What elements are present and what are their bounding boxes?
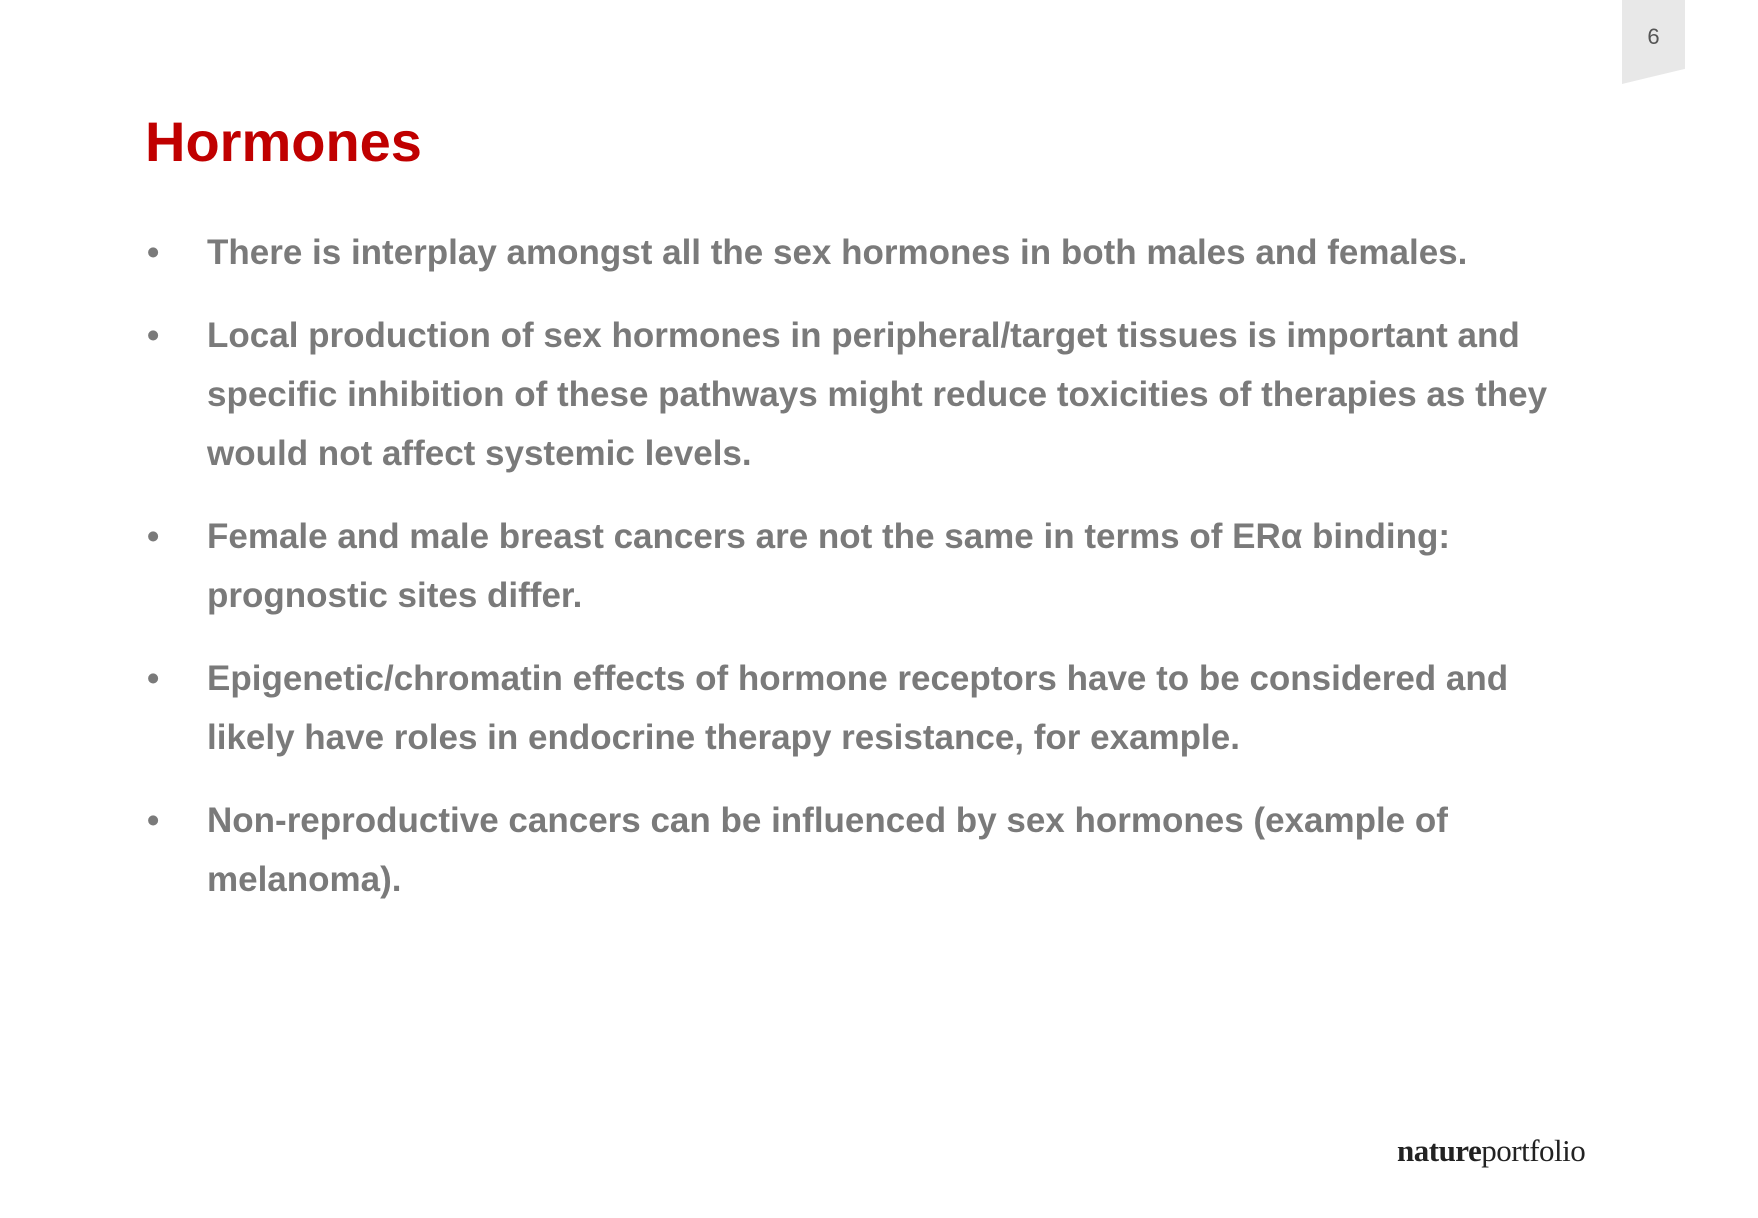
page-number: 6 xyxy=(1647,24,1660,49)
slide-title: Hormones xyxy=(145,110,422,173)
bullet-marker: • xyxy=(147,316,160,355)
bullet-item xyxy=(145,649,1585,767)
bullet-text: Non-reproductive cancers can be influenced by sex hormones (example of melanoma). xyxy=(207,801,1448,899)
bullet-marker: • xyxy=(147,233,160,272)
bullet-text: Epigenetic/chromatin effects of hormone receptors have to be considered and likely have roles in endocrine therapy resistance, for example. xyxy=(207,659,1509,757)
bullet-marker: • xyxy=(147,801,160,840)
bullet-marker: • xyxy=(147,517,160,556)
bullet-item xyxy=(145,306,1585,483)
bullet-item xyxy=(145,223,1585,282)
logo-word-portfolio: portfolio xyxy=(1481,1133,1586,1168)
bullet-text: Local production of sex hormones in peripheral/target tissues is important and specific inhibition of these pathways might reduce toxicities of therapies as they would not affect systemic levels. xyxy=(207,316,1548,473)
bullet-marker: • xyxy=(147,659,160,698)
bullet-text: Female and male breast cancers are not the same in terms of ERα binding: prognostic sites differ. xyxy=(207,517,1450,615)
nature-portfolio-logo xyxy=(1397,1133,1585,1169)
bullet-list xyxy=(145,223,1585,933)
bullet-text: There is interplay amongst all the sex hormones in both males and females. xyxy=(207,233,1468,272)
bullet-item xyxy=(145,791,1585,909)
logo-word-nature: nature xyxy=(1397,1133,1482,1168)
bullet-item xyxy=(145,507,1585,625)
